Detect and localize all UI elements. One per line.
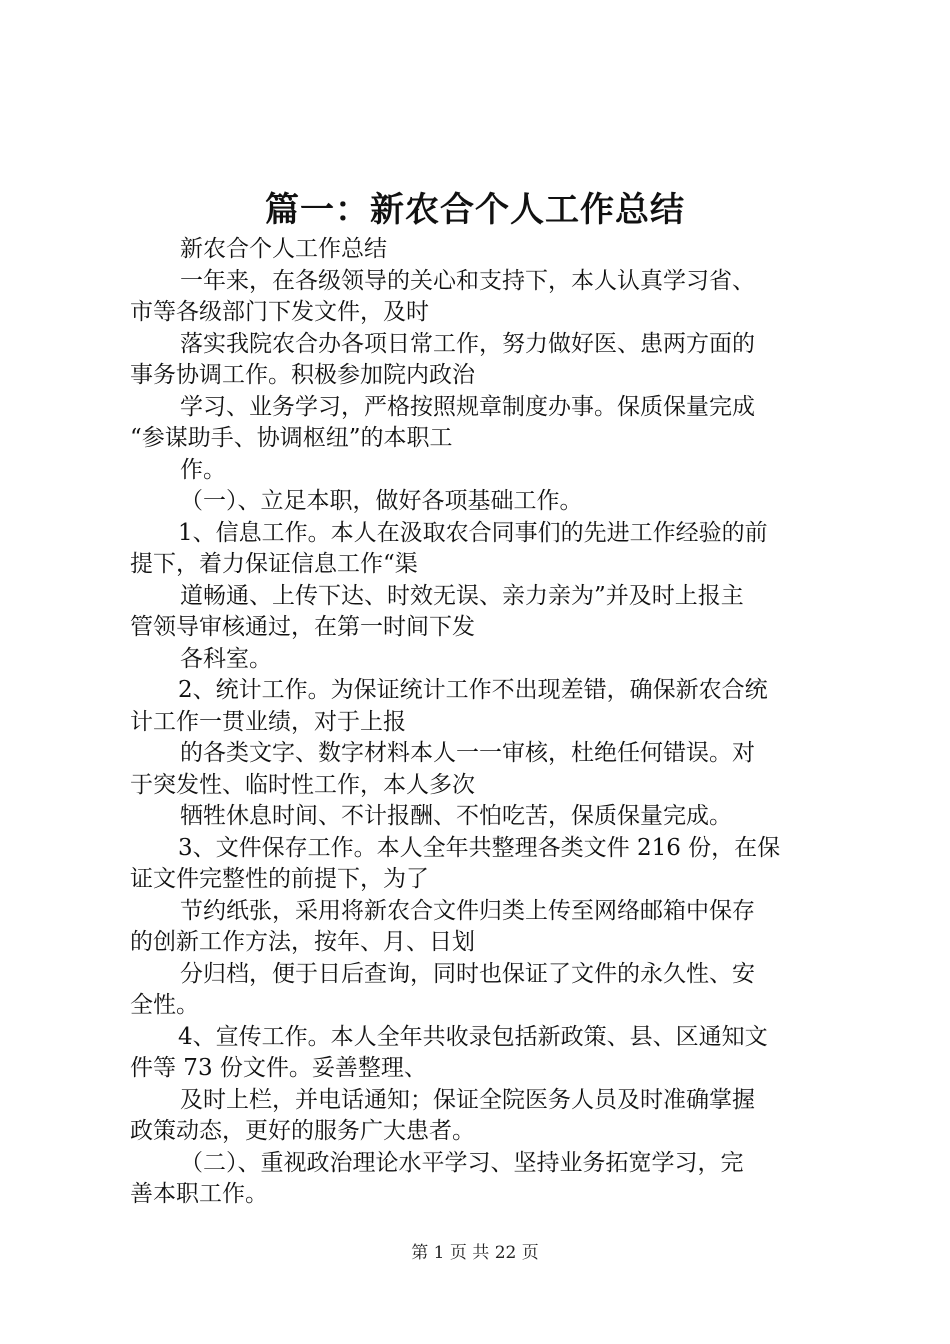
body-line: 及时上栏，并电话通知；保证全院医务人员及时准确掌握 <box>180 1086 755 1113</box>
body-line: 1、信息工作。本人在汲取农合同事们的先进工作经验的前 <box>178 519 768 546</box>
body-line: 分归档，便于日后查询，同时也保证了文件的永久性、安 <box>180 960 755 987</box>
body-line: 全性。 <box>130 992 199 1018</box>
body-line: 计工作一贯业绩，对于上报 <box>130 708 406 735</box>
body-line: 事务协调工作。积极参加院内政治 <box>130 362 475 388</box>
body-line: 证文件完整性的前提下，为了 <box>130 866 429 892</box>
body-line: 的各类文字、数字材料本人一一审核，杜绝任何错误。对 <box>180 740 755 766</box>
body-line: 善本职工作。 <box>130 1181 268 1207</box>
document-body <box>130 234 830 1211</box>
body-line: 于突发性、临时性工作，本人多次 <box>130 771 475 798</box>
body-line: 市等各级部门下发文件，及时 <box>130 299 429 325</box>
body-line: （二）、重视政治理论水平学习、坚持业务拓宽学习，完 <box>180 1149 744 1176</box>
body-line: 提下，着力保证信息工作“渠 <box>130 551 418 577</box>
body-line: 道畅通、上传下达、时效无误、亲力亲为”并及时上报主 <box>180 582 744 609</box>
body-line: 新农合个人工作总结 <box>180 236 387 262</box>
page-footer: 第 1 页 共 22 页 <box>411 1243 539 1263</box>
body-line: 各科室。 <box>180 645 272 672</box>
body-line: 牺牲休息时间、不计报酬、不怕吃苦，保质保量完成。 <box>180 803 732 829</box>
body-line: 政策动态，更好的服务广大患者。 <box>130 1118 475 1144</box>
body-line: 作。 <box>180 456 226 483</box>
body-line: 的创新工作方法，按年、月、日划 <box>130 929 475 955</box>
body-line: 管领导审核通过，在第一时间下发 <box>130 614 475 640</box>
body-line: “参谋助手、协调枢纽”的本职工 <box>130 425 453 451</box>
body-line: 2、统计工作。为保证统计工作不出现差错，确保新农合统 <box>178 677 768 703</box>
body-line: 件等 73 份文件。妥善整理、 <box>130 1055 427 1081</box>
body-line: 学习、业务学习，严格按照规章制度办事。保质保量完成 <box>180 393 755 420</box>
body-line: 4、宣传工作。本人全年共收录包括新政策、县、区通知文 <box>178 1023 768 1050</box>
page-title: 篇一：新农合个人工作总结 <box>265 190 685 230</box>
body-line: 3、文件保存工作。本人全年共整理各类文件 216 份，在保 <box>178 834 781 861</box>
body-line: （一）、立足本职，做好各项基础工作。 <box>180 488 583 514</box>
body-line: 节约纸张，采用将新农合文件归类上传至网络邮箱中保存 <box>180 897 755 924</box>
body-line: 一年来，在各级领导的关心和支持下，本人认真学习省、 <box>180 267 755 294</box>
body-line: 落实我院农合办各项日常工作，努力做好医、患两方面的 <box>180 330 755 357</box>
